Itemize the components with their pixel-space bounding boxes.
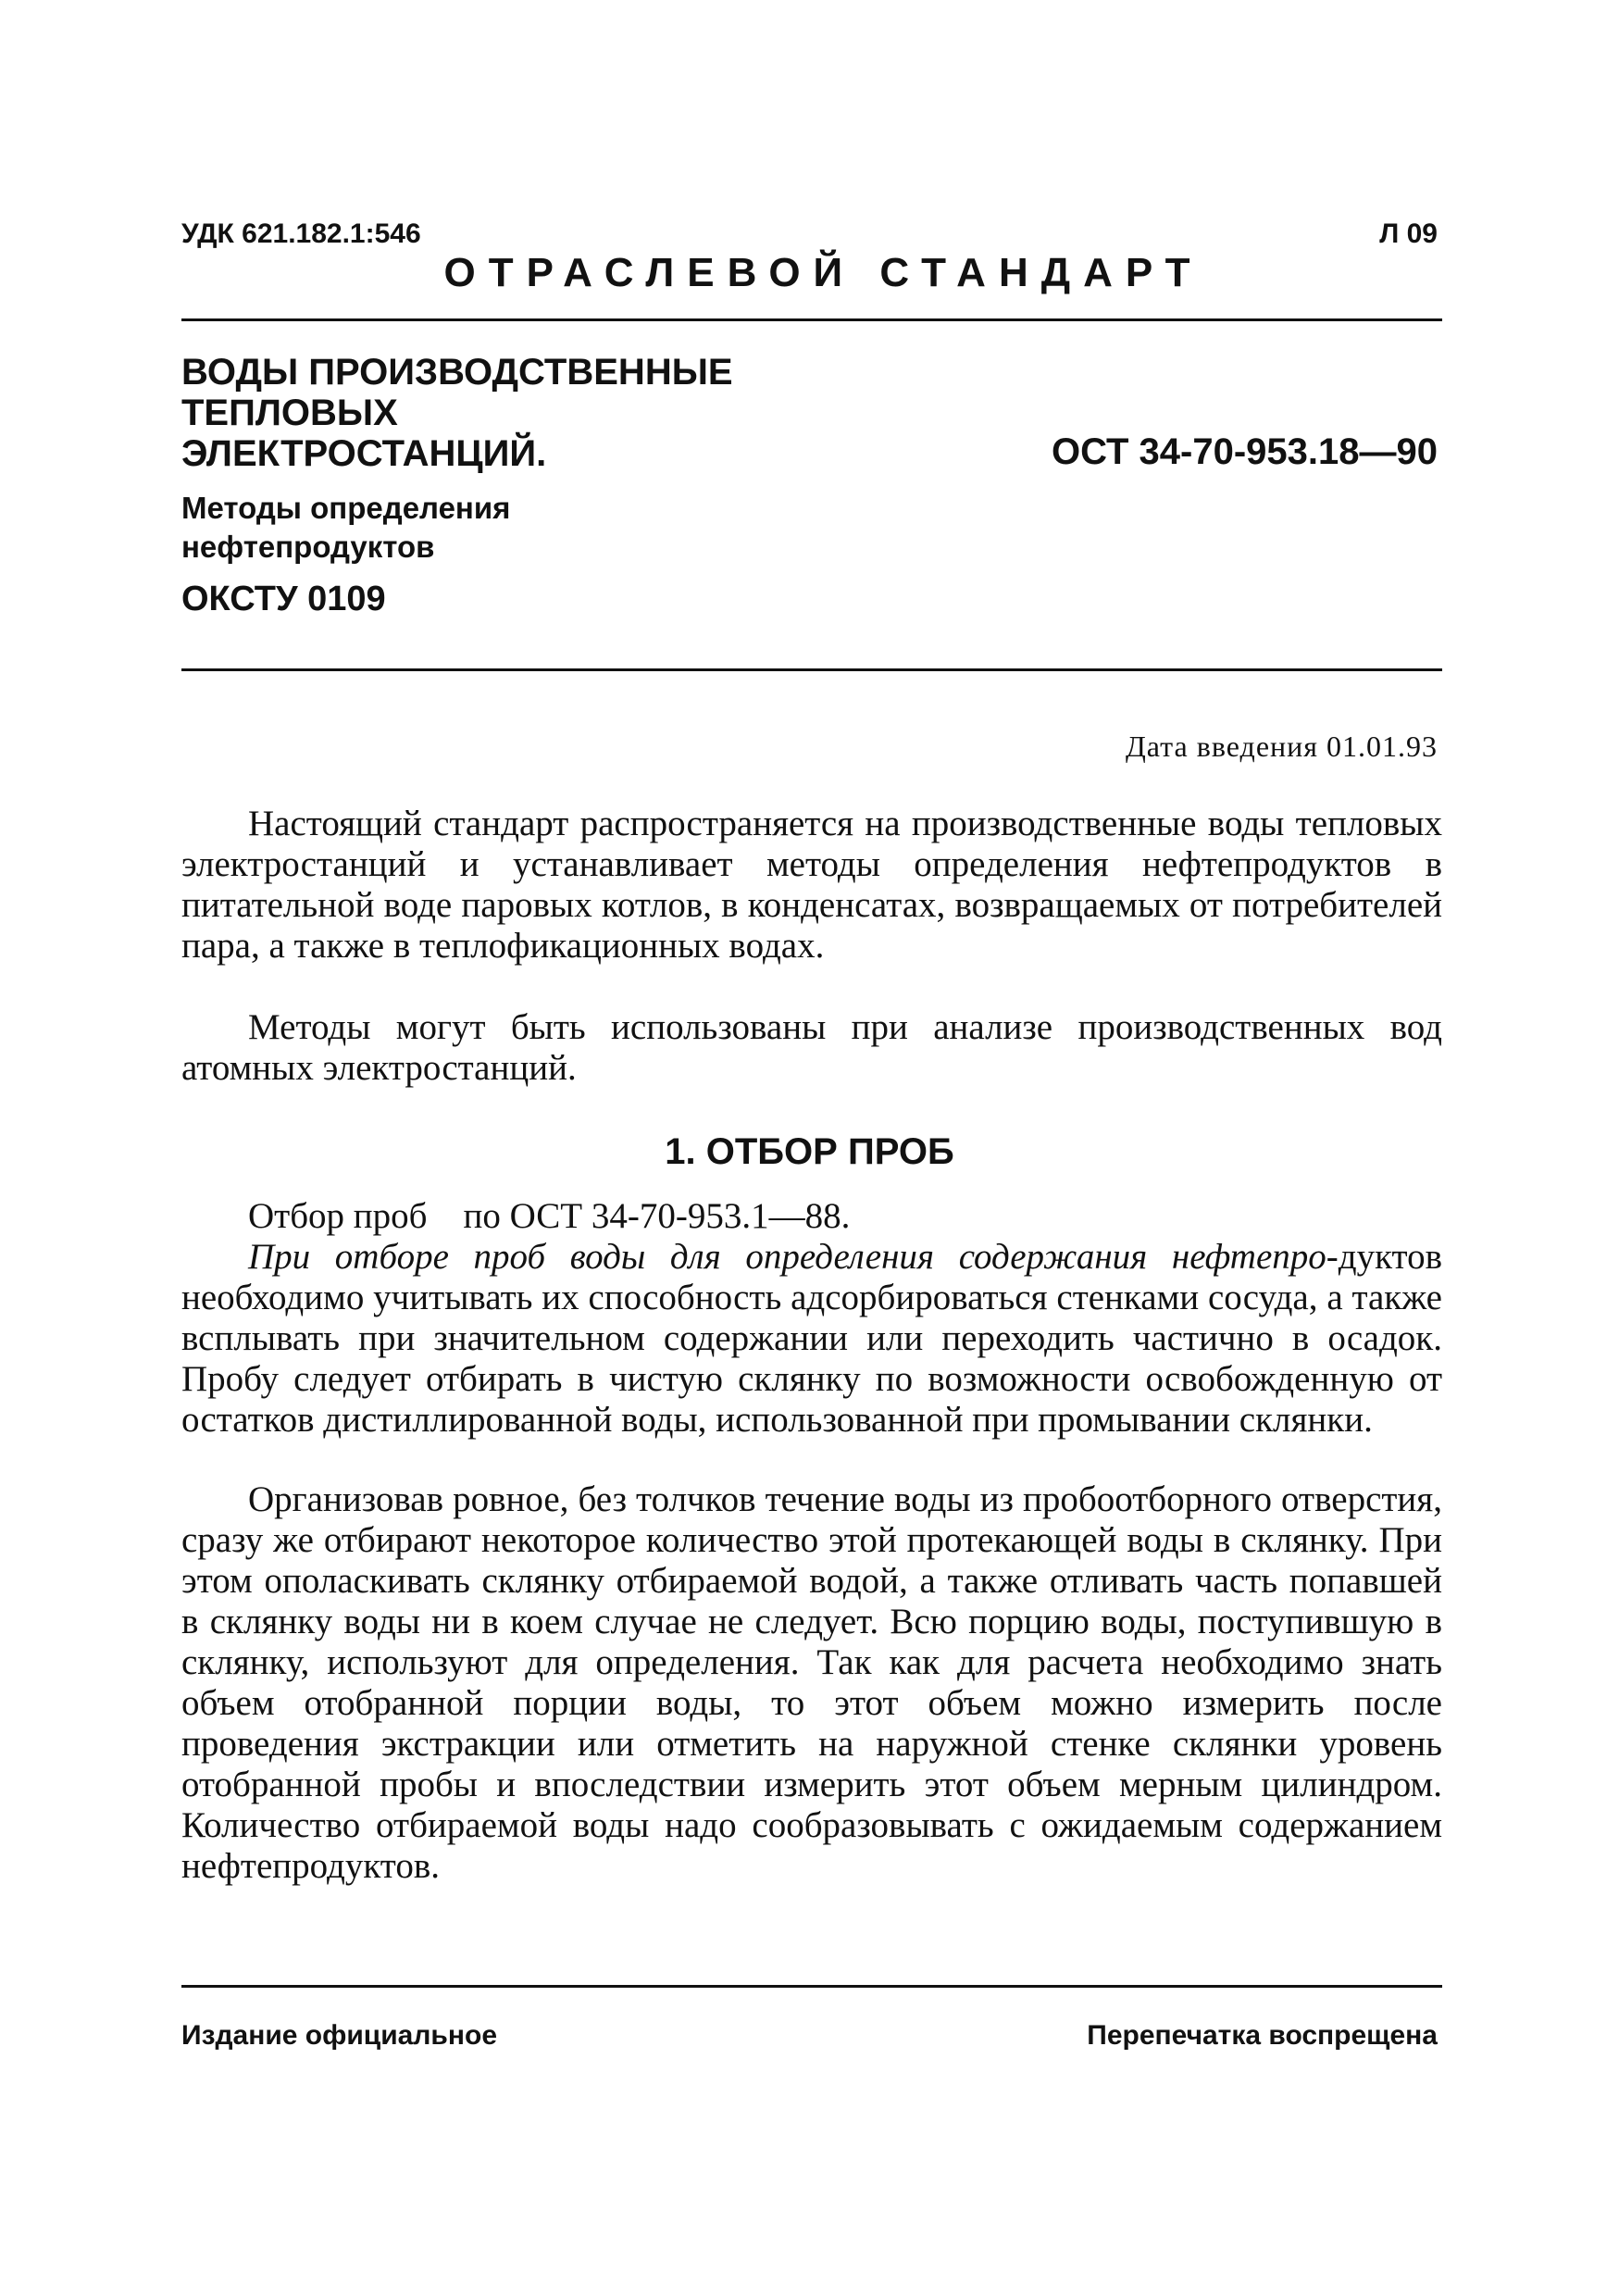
- subtitle-line: Методы определения: [181, 491, 511, 525]
- footer-divider: [181, 1985, 1442, 1988]
- title-line: ВОДЫ ПРОИЗВОДСТВЕННЫЕ: [181, 352, 733, 393]
- section-paragraph-2: [181, 1237, 1442, 1441]
- document-title: [181, 352, 885, 474]
- paragraph-text: [181, 1237, 1442, 1441]
- italic-lead: При отборе проб воды для определения содержания нефтепро-: [248, 1237, 1339, 1277]
- title-line: ТЕПЛОВЫХ: [181, 393, 398, 433]
- section-heading: 1. ОТБОР ПРОБ: [665, 1131, 954, 1172]
- intro-paragraph-2: [181, 1007, 1442, 1089]
- top-divider: [181, 318, 1442, 321]
- edition-note: Издание официальное: [181, 2020, 498, 2051]
- section-paragraph-1: [181, 1196, 1442, 1237]
- document-subtitle: [181, 489, 700, 567]
- paragraph-text: Организовав ровное, без толчков течение воды из пробоотборного отверстия, сразу же отбирают некоторое количество этой протекающей воды в склянку. При этом ополаскивать склянку отбираемой водой, а также отливать часть попавшей в склянку воды ни в коем случае не следует. Всю порцию воды, поступившую в склянку, используют для определения. Так как для расчета необходимо знать объем отобранной порции воды, то этот объем можно измерить после проведения экстракции или отметить на наружной стенке склянки уровень отобранной пробы и впоследствии измерить этот объем мерным цилиндром. Количество отбираемой воды надо сообразовывать с ожидаемым содержанием нефтепродуктов.: [181, 1479, 1442, 1886]
- paragraph-text: Отбор проб по ОСТ 34-70-953.1—88.: [248, 1196, 851, 1236]
- paragraph-text: Методы могут быть использованы при анализе производственных вод атомных электростанций.: [181, 1007, 1442, 1088]
- standard-designation: ОСТ 34-70-953.18—90: [1051, 431, 1438, 472]
- section-paragraph-3: [181, 1479, 1442, 1887]
- subtitle-line: нефтепродуктов: [181, 530, 435, 564]
- introduction-date: Дата введения 01.01.93: [1125, 730, 1438, 763]
- paragraph-rest: дуктов необходимо учитывать их способность адсорбироваться стенками сосуда, а также всплывать при значительном содержании или переходить частично в осадок. Пробу следует отбирать в чистую склянку по возможности освобожденную от остатков дистиллированной воды, использованной при промывании склянки.: [181, 1237, 1442, 1440]
- reprint-note: Перепечатка воспрещена: [1087, 2020, 1438, 2051]
- title-line: ЭЛЕКТРОСТАНЦИЙ.: [181, 433, 547, 474]
- classification-code: Л 09: [1379, 218, 1438, 249]
- udk-code: УДК 621.182.1:546: [181, 218, 421, 249]
- intro-paragraph-1: [181, 804, 1442, 967]
- title-divider: [181, 668, 1442, 671]
- paragraph-text: Настоящий стандарт распространяется на производственные воды тепловых электростанций и устанавливает методы определения нефтепродуктов в питательной воде паровых котлов, в конденсатах, возвращаемых от потребителей пара, а также в теплофикационных водах.: [181, 804, 1442, 966]
- standard-type-heading: ОТРАСЛЕВОЙ СТАНДАРТ: [443, 250, 1203, 295]
- okstu-code: ОКСТУ 0109: [181, 580, 386, 618]
